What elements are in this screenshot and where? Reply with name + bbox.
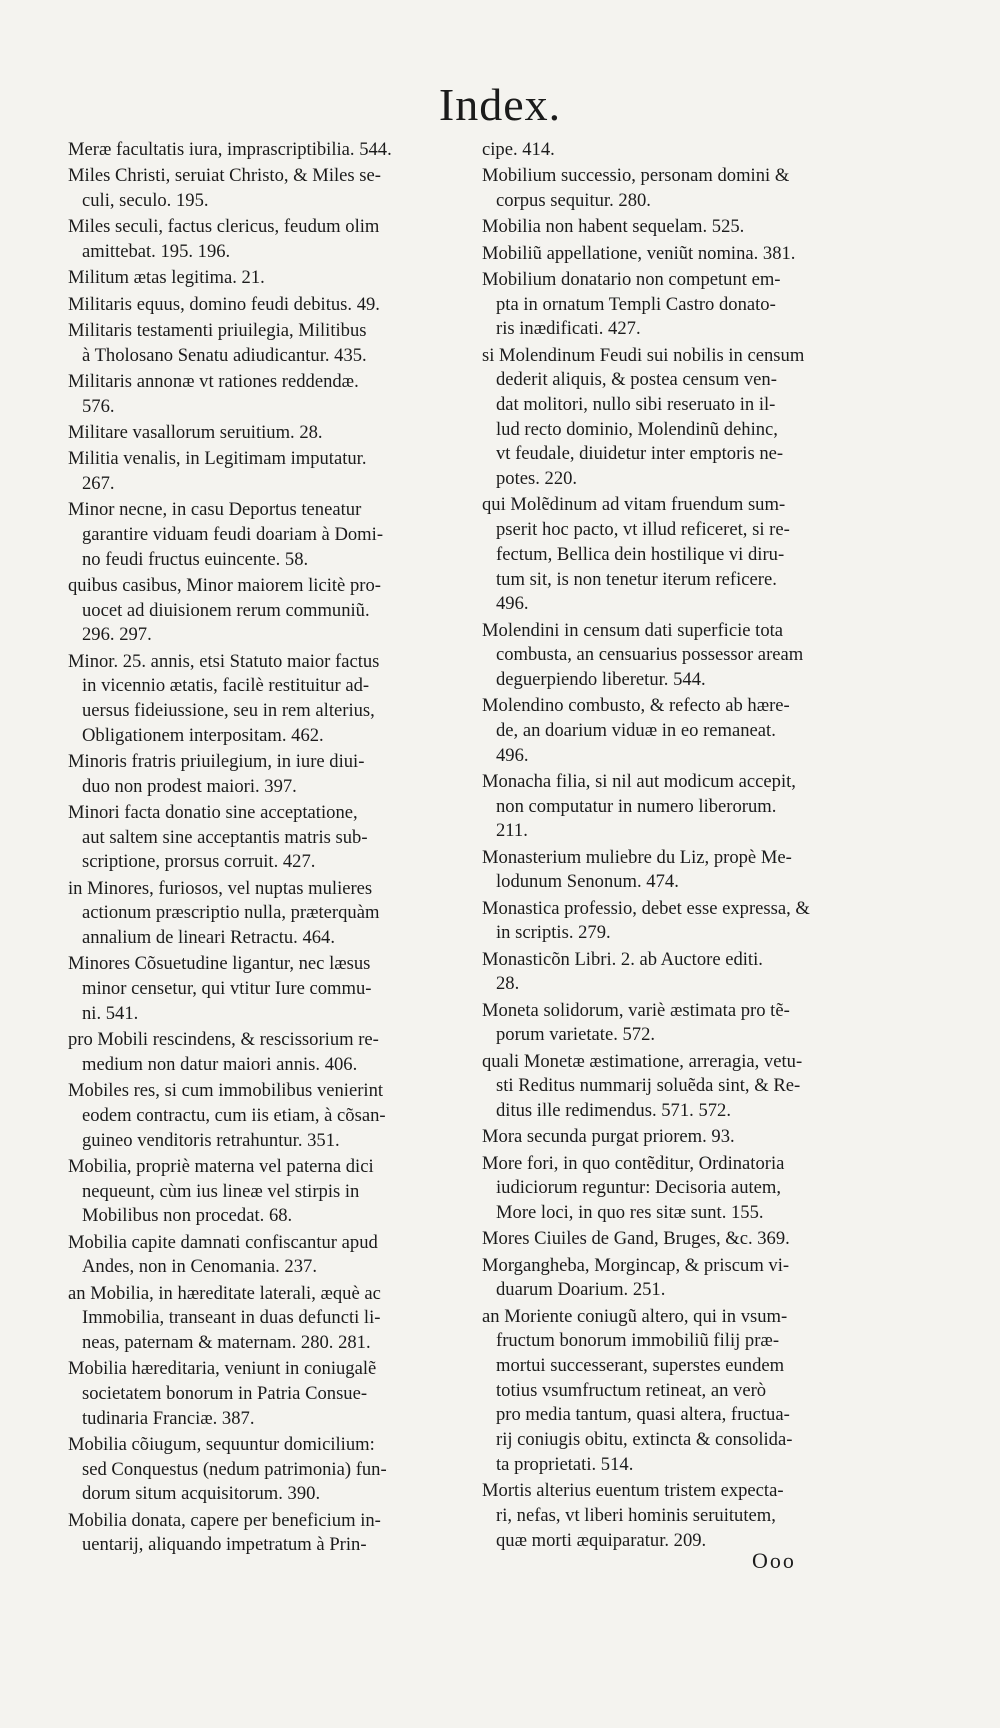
index-entry-line: vt feudale, diuidetur inter emptoris ne- xyxy=(496,443,784,465)
index-entry-line: Molendino combusto, & refecto ab hære- xyxy=(482,695,790,717)
index-entry xyxy=(68,498,456,572)
index-entry xyxy=(482,694,864,768)
catchword: Ooo xyxy=(752,1548,796,1573)
index-entry xyxy=(68,1282,456,1356)
index-entry-line: pro Mobili rescindens, & rescissorium re- xyxy=(68,1029,379,1051)
index-entry-line: More fori, in quo contẽditur, Ordinatoria xyxy=(482,1152,785,1174)
index-entry-line: annalium de lineari Retractu. 464. xyxy=(82,927,335,949)
index-entry-line: Molendini in censum dati superficie tota xyxy=(482,619,784,641)
index-entry xyxy=(68,266,456,291)
index-entry-line: actionum præscriptio nulla, præterquàm xyxy=(82,902,380,924)
index-entry-line: corpus sequitur. 280. xyxy=(496,190,651,211)
index-entry-line: More loci, in quo res sitæ sunt. 155. xyxy=(496,1202,764,1224)
index-entry-line: lodunum Senonum. 474. xyxy=(496,871,679,893)
index-entry xyxy=(482,138,864,163)
index-entry-line: combusta, an censuarius possessor aream xyxy=(496,644,804,666)
index-entry-line: Mobilium successio, personam domini & xyxy=(482,165,790,187)
index-entry-line: non computatur in numero liberorum. xyxy=(496,795,777,817)
index-entry-line: uersus fideiussione, seu in rem alterius, xyxy=(82,700,375,721)
index-entry-line: 576. xyxy=(82,395,115,417)
index-entry-line: porum varietate. 572. xyxy=(496,1024,656,1046)
index-entry-line: Militaris annonæ vt rationes reddendæ. xyxy=(68,370,359,392)
index-entry-line: scriptione, prorsus corruit. 427. xyxy=(82,851,316,873)
index-entry-line: tudinaria Franciæ. 387. xyxy=(82,1407,255,1429)
index-entry-line: deguerpiendo liberetur. 544. xyxy=(496,668,706,690)
index-entry-line: Minoris fratris priuilegium, in iure diui- xyxy=(68,751,365,772)
index-entry-line: Mora secunda purgat priorem. 93. xyxy=(482,1126,735,1148)
index-entry xyxy=(482,164,864,213)
index-entry-line: amittebat. 195. 196. xyxy=(82,241,231,262)
index-entry-line: quali Monetæ æstimatione, arreragia, vetu- xyxy=(482,1050,803,1072)
index-entry-line: ri, nefas, vt liberi hominis seruitutem, xyxy=(496,1504,776,1526)
index-entry-line: Militia venalis, in Legitimam imputatur. xyxy=(68,448,367,470)
index-entry-line: ta proprietati. 514. xyxy=(496,1453,634,1475)
index-entry-line: rij coniugis obitu, extincta & consolida- xyxy=(496,1429,793,1451)
index-entry-line: Mortis alterius euentum tristem expecta- xyxy=(482,1480,784,1502)
right-column xyxy=(482,138,864,1555)
index-entry-line: 496. xyxy=(496,593,529,615)
index-entry-line: 496. xyxy=(496,744,529,766)
index-entry xyxy=(68,750,456,799)
index-entry-line: eodem contractu, cum iis etiam, à cõsan- xyxy=(82,1104,386,1126)
index-entry-line: duo non prodest maiori. 397. xyxy=(82,775,297,797)
index-entry-line: quibus casibus, Minor maiorem licitè pro- xyxy=(68,574,381,596)
index-entry-line: guineo venditoris retrahuntur. 351. xyxy=(82,1129,340,1151)
index-entry-line: in vicennio ætatis, facilè restituitur ad- xyxy=(82,675,370,697)
index-entry xyxy=(482,999,864,1048)
index-entry xyxy=(482,1125,864,1150)
index-entry-line: Mobilia capite damnati confiscantur apud xyxy=(68,1231,378,1253)
index-entry-line: ni. 541. xyxy=(82,1002,139,1024)
index-entry-line: 296. 297. xyxy=(82,624,152,646)
index-entry-line: si Molendinum Feudi sui nobilis in censum xyxy=(482,344,805,366)
index-entry xyxy=(482,1152,864,1226)
index-entry-line: no feudi fructus euincente. 58. xyxy=(82,548,309,570)
index-entry xyxy=(68,447,456,496)
index-entry-line: duarum Doarium. 251. xyxy=(496,1279,666,1301)
index-entry xyxy=(482,268,864,342)
index-entry xyxy=(68,877,456,951)
index-entry xyxy=(482,1479,864,1553)
index-entry-line: sed Conquestus (nedum patrimonia) fun- xyxy=(82,1458,387,1480)
index-entry-line: Minori facta donatio sine acceptatione, xyxy=(68,802,358,823)
index-entry xyxy=(482,897,864,946)
index-entry-line: Militaris equus, domino feudi debitus. 49. xyxy=(68,293,380,315)
index-entry-line: Meræ facultatis iura, imprascriptibilia. 544. xyxy=(68,139,392,160)
index-entry xyxy=(68,650,456,749)
index-entry-line: Mobilia, propriè materna vel paterna dici xyxy=(68,1155,374,1177)
index-entry-line: Moneta solidorum, variè æstimata pro tẽ- xyxy=(482,999,790,1021)
index-entry xyxy=(482,493,864,617)
index-entry-line: totius vsumfructum retineat, an verò xyxy=(496,1379,767,1401)
index-entry-line: mortui successerant, superstes eundem xyxy=(496,1355,785,1377)
index-entry-line: Monastica professio, debet esse expressa, & xyxy=(482,897,810,919)
index-entry-line: in Minores, furiosos, vel nuptas mulieres xyxy=(68,877,373,899)
index-entry xyxy=(482,1305,864,1478)
index-entry xyxy=(68,164,456,213)
index-entry-line: à Tholosano Senatu adiudicantur. 435. xyxy=(82,344,367,366)
index-entry-line: Miles seculi, factus clericus, feudum olim xyxy=(68,216,380,238)
index-entry-line: garantire viduam feudi doariam à Domi- xyxy=(82,523,384,545)
index-entry-line: pserit hoc pacto, vt illud reficeret, si re- xyxy=(496,519,790,541)
index-entry-line: Militare vasallorum seruitium. 28. xyxy=(68,421,323,443)
index-entry-line: cipe. 414. xyxy=(482,139,555,160)
index-entry-line: uentarij, aliquando impetratum à Prin- xyxy=(82,1534,367,1556)
index-entry xyxy=(68,138,456,163)
index-entry-line: dat molitori, nullo sibi reseruato in il- xyxy=(496,394,776,415)
index-entry-line: Monacha filia, si nil aut modicum accepit, xyxy=(482,770,796,792)
index-entry xyxy=(482,1050,864,1124)
index-entry-line: sti Reditus nummarij soluẽda sint, & Re- xyxy=(496,1075,801,1097)
index-entry-line: Minor necne, in casu Deportus teneatur xyxy=(68,499,362,521)
index-entry-line: Monasterium muliebre du Liz, propè Me- xyxy=(482,846,792,868)
index-entry xyxy=(482,948,864,997)
index-entry xyxy=(482,770,864,844)
index-entry-line: dederit aliquis, & postea censum ven- xyxy=(496,369,777,391)
index-entry-line: culi, seculo. 195. xyxy=(82,190,209,211)
index-entry-line: aut saltem sine acceptantis matris sub- xyxy=(82,826,368,848)
index-entry xyxy=(482,242,864,267)
index-entry-line: Monasticõn Libri. 2. ab Auctore editi. xyxy=(482,948,763,970)
index-entry-line: 267. xyxy=(82,472,115,494)
index-entry-line: neas, paternam & maternam. 280. 281. xyxy=(82,1331,371,1353)
index-entry-line: Militaris testamenti priuilegia, Militibus xyxy=(68,319,367,341)
index-entry xyxy=(68,1357,456,1431)
index-entry xyxy=(482,619,864,693)
index-entry xyxy=(68,215,456,264)
index-entry-line: Mobilibus non procedat. 68. xyxy=(82,1205,293,1227)
index-entry-line: lud recto dominio, Molendinũ dehinc, xyxy=(496,418,778,440)
index-entry-line: quæ morti æquiparatur. 209. xyxy=(496,1529,707,1551)
index-entry-line: ditus ille redimendus. 571. 572. xyxy=(496,1100,731,1122)
index-entry-line: pro media tantum, quasi altera, fructua- xyxy=(496,1404,790,1426)
index-entry xyxy=(68,801,456,875)
index-entry-line: Mobilia donata, capere per beneficium in- xyxy=(68,1509,381,1531)
index-entry-line: societatem bonorum in Patria Consue- xyxy=(82,1382,368,1404)
index-entry xyxy=(482,344,864,492)
index-entry-line: Morgangheba, Morgincap, & priscum vi- xyxy=(482,1254,790,1276)
index-entry xyxy=(482,1254,864,1303)
index-entry-line: Miles Christi, seruiat Christo, & Miles se- xyxy=(68,165,381,187)
index-entry xyxy=(482,215,864,240)
index-entry-line: Mobilia non habent sequelam. 525. xyxy=(482,216,745,238)
index-entry-line: pta in ornatum Templi Castro donato- xyxy=(496,293,776,315)
index-entry xyxy=(482,1227,864,1252)
index-entry-line: Mobilium donatario non competunt em- xyxy=(482,268,781,290)
index-entry-line: qui Molẽdinum ad vitam fruendum sum- xyxy=(482,494,786,516)
index-entry-line: potes. 220. xyxy=(496,468,578,490)
index-entry-line: 211. xyxy=(496,820,528,842)
index-entry-line: dorum situm acquisitorum. 390. xyxy=(82,1483,321,1505)
index-entry-line: ris inædificati. 427. xyxy=(496,318,641,340)
index-entry-line: Mobilia cõiugum, sequuntur domicilium: xyxy=(68,1433,375,1455)
index-entry xyxy=(68,1155,456,1229)
index-entry xyxy=(68,1509,456,1558)
index-entry xyxy=(68,1028,456,1077)
index-entry-line: Mobiliũ appellatione, veniũt nomina. 381. xyxy=(482,242,796,264)
page-title: Index. xyxy=(438,79,562,130)
index-entry-line: Mobilia hæreditaria, veniunt in coniugalẽ xyxy=(68,1358,377,1380)
index-entry-line: medium non datur maiori annis. 406. xyxy=(82,1053,358,1075)
index-entry-line: Mobiles res, si cum immobilibus venierint xyxy=(68,1080,384,1102)
index-entry-line: Obligationem interpositam. 462. xyxy=(82,724,324,746)
index-entry-line: iudiciorum reguntur: Decisoria autem, xyxy=(496,1177,782,1199)
index-entry-line: an Mobilia, in hæreditate laterali, æquè ac xyxy=(68,1282,381,1304)
index-entry xyxy=(68,421,456,446)
index-entry-line: Militum ætas legitima. 21. xyxy=(68,267,265,289)
index-entry xyxy=(68,293,456,318)
index-entry xyxy=(68,1231,456,1280)
index-entry-line: fructum bonorum immobiliũ filij præ- xyxy=(496,1330,780,1352)
index-entry-line: uocet ad diuisionem rerum communiũ. xyxy=(82,599,370,621)
index-entry-line: Andes, non in Cenomania. 237. xyxy=(82,1256,317,1278)
index-entry-line: Minor. 25. annis, etsi Statuto maior factus xyxy=(68,650,380,672)
index-entry-line: nequeunt, cùm ius lineæ vel stirpis in xyxy=(82,1180,360,1202)
index-entry xyxy=(68,1433,456,1507)
index-entry-line: Mores Ciuiles de Gand, Bruges, &c. 369. xyxy=(482,1228,790,1250)
index-entry-line: in scriptis. 279. xyxy=(496,922,611,944)
index-entry-line: fectum, Bellica dein hostilique vi diru- xyxy=(496,543,785,565)
index-entry-line: de, an doarium viduæ in eo remaneat. xyxy=(496,719,776,741)
index-entry xyxy=(68,319,456,368)
index-entry-line: an Moriente coniugũ altero, qui in vsum- xyxy=(482,1305,788,1327)
index-entry-line: Immobilia, transeant in duas defuncti li- xyxy=(82,1307,381,1329)
index-entry xyxy=(68,952,456,1026)
index-entry-line: 28. xyxy=(496,973,520,995)
index-entry xyxy=(68,370,456,419)
index-entry-line: minor censetur, qui vtitur Iure commu- xyxy=(82,978,372,1000)
index-entry xyxy=(482,846,864,895)
index-entry-line: tum sit, is non tenetur iterum reficere. xyxy=(496,568,777,590)
index-entry xyxy=(68,574,456,648)
left-column xyxy=(68,138,456,1560)
index-entry xyxy=(68,1079,456,1153)
index-entry-line: Minores Cõsuetudine ligantur, nec læsus xyxy=(68,953,371,975)
